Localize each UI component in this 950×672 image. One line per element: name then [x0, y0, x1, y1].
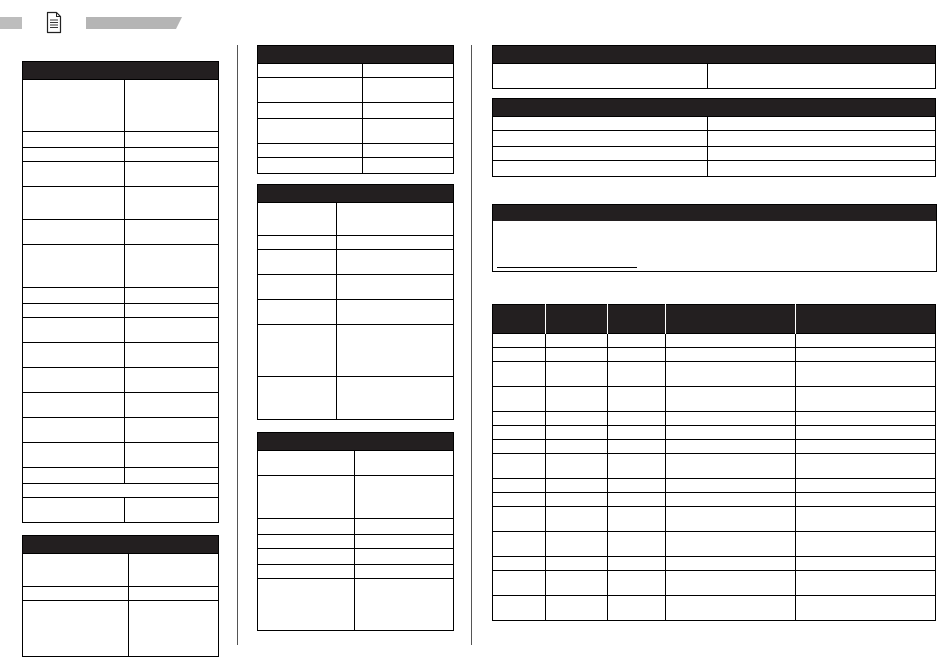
- table-cell: [125, 162, 219, 187]
- table-cell: [337, 377, 454, 420]
- table-cell: [608, 454, 666, 479]
- table-cell: [23, 601, 129, 657]
- table-cell: [125, 468, 219, 484]
- table-cell: [258, 144, 363, 158]
- table-cell: [608, 571, 666, 596]
- table-cell: [125, 318, 219, 343]
- table-cell: [125, 443, 219, 468]
- table-cell: [666, 387, 796, 412]
- table-cell: [493, 131, 708, 147]
- table-cell: [546, 454, 608, 479]
- table-cell: [363, 144, 454, 158]
- data-table: [492, 304, 936, 621]
- table-cell: [337, 250, 454, 275]
- table-header: [258, 433, 454, 451]
- table-cell: [666, 426, 796, 440]
- table-cell: [125, 393, 219, 418]
- table-cell: [708, 161, 936, 177]
- table-cell: [666, 454, 796, 479]
- table-cell: [125, 148, 219, 162]
- table-cell: [258, 325, 337, 377]
- table-cell: [546, 412, 608, 426]
- table-cell: [363, 64, 454, 78]
- table-cell: [23, 368, 125, 393]
- table-cell: [546, 387, 608, 412]
- spec-table: [257, 45, 454, 174]
- table-cell: [355, 535, 454, 549]
- table-cell: [337, 236, 454, 250]
- table-cell: [23, 148, 125, 162]
- table-cell: [493, 493, 546, 507]
- table-cell: [796, 334, 936, 348]
- table-cell: [546, 440, 608, 454]
- table-cell: [23, 80, 125, 132]
- spec-table: [22, 61, 219, 523]
- table-cell: [258, 103, 363, 119]
- table-cell: [23, 443, 125, 468]
- table-cell: [796, 387, 936, 412]
- table-cell: [666, 362, 796, 387]
- table-cell: [708, 147, 936, 161]
- table-header: [258, 185, 454, 203]
- table-cell: [546, 507, 608, 532]
- table-cell: [608, 557, 666, 571]
- table-cell: [355, 476, 454, 519]
- column-header: [666, 305, 796, 334]
- table-cell: [608, 479, 666, 493]
- table-cell: [608, 362, 666, 387]
- table-cell: [796, 479, 936, 493]
- table-cell: [337, 325, 454, 377]
- table-cell: [493, 161, 708, 177]
- table-cell: [355, 565, 454, 579]
- table-cell: [666, 334, 796, 348]
- table-cell: [125, 80, 219, 132]
- table-cell: [796, 412, 936, 426]
- table-cell: [125, 418, 219, 443]
- table-cell: [258, 250, 337, 275]
- table-cell: [493, 571, 546, 596]
- table-cell: [23, 162, 125, 187]
- table-cell: [125, 187, 219, 220]
- header-band: [86, 17, 182, 29]
- table-cell: [796, 426, 936, 440]
- table-cell: [796, 454, 936, 479]
- table-cell: [363, 103, 454, 119]
- table-cell: [666, 412, 796, 426]
- table-cell: [23, 587, 129, 601]
- table-cell: [666, 532, 796, 557]
- table-cell: [129, 554, 219, 587]
- table-cell: [608, 493, 666, 507]
- table-cell: [258, 579, 355, 631]
- table-cell: [546, 334, 608, 348]
- table-cell: [546, 426, 608, 440]
- table-cell: [666, 479, 796, 493]
- table-cell: [23, 304, 125, 318]
- column-header: [796, 305, 936, 334]
- table-cell: [608, 426, 666, 440]
- table-cell: [608, 440, 666, 454]
- table-cell: [23, 468, 125, 484]
- table-cell: [355, 549, 454, 565]
- table-cell: [258, 476, 355, 519]
- table-cell: [23, 245, 125, 288]
- document-icon: [46, 11, 62, 34]
- table-cell: [796, 362, 936, 387]
- table-cell: [796, 507, 936, 532]
- table-cell: [258, 535, 355, 549]
- table-cell: [258, 451, 355, 476]
- table-cell: [493, 117, 708, 131]
- column-header: [608, 305, 666, 334]
- table-cell: [546, 532, 608, 557]
- table-cell: [125, 343, 219, 368]
- table-cell: [258, 119, 363, 144]
- table-cell: [666, 493, 796, 507]
- column-header: [493, 305, 546, 334]
- table-cell: [546, 557, 608, 571]
- spec-table: [257, 432, 454, 631]
- table-cell: [796, 440, 936, 454]
- note-underline: [497, 267, 637, 268]
- table-cell: [125, 220, 219, 245]
- table-cell: [129, 587, 219, 601]
- table-cell: [355, 519, 454, 535]
- table-cell: [493, 454, 546, 479]
- table-header: [23, 536, 219, 554]
- table-cell: [608, 532, 666, 557]
- table-cell: [796, 348, 936, 362]
- table-cell: [666, 557, 796, 571]
- table-cell: [493, 334, 546, 348]
- table-cell: [258, 275, 337, 300]
- table-cell: [708, 131, 936, 147]
- table-cell: [23, 484, 219, 498]
- table-cell: [363, 78, 454, 103]
- table-cell: [23, 418, 125, 443]
- table-cell: [23, 554, 129, 587]
- table-cell: [337, 203, 454, 236]
- table-cell: [493, 596, 546, 621]
- table-cell: [493, 507, 546, 532]
- table-cell: [355, 451, 454, 476]
- table-cell: [608, 348, 666, 362]
- table-cell: [493, 557, 546, 571]
- table-cell: [493, 348, 546, 362]
- table-cell: [23, 498, 125, 523]
- table-cell: [666, 596, 796, 621]
- table-cell: [355, 579, 454, 631]
- table-cell: [125, 132, 219, 148]
- table-cell: [608, 387, 666, 412]
- table-cell: [337, 300, 454, 325]
- table-cell: [666, 571, 796, 596]
- table-cell: [363, 119, 454, 144]
- table-cell: [546, 362, 608, 387]
- table-cell: [23, 220, 125, 245]
- table-cell: [493, 362, 546, 387]
- table-cell: [258, 158, 363, 174]
- table-cell: [23, 132, 125, 148]
- table-cell: [23, 288, 125, 304]
- note-box: [492, 204, 937, 272]
- table-cell: [258, 549, 355, 565]
- table-cell: [796, 557, 936, 571]
- table-header: [493, 99, 936, 117]
- table-cell: [125, 498, 219, 523]
- table-cell: [23, 187, 125, 220]
- table-cell: [258, 236, 337, 250]
- table-cell: [493, 440, 546, 454]
- page-tab-marker: [0, 17, 22, 29]
- table-cell: [608, 334, 666, 348]
- table-cell: [23, 393, 125, 418]
- table-cell: [493, 387, 546, 412]
- table-cell: [125, 245, 219, 288]
- table-cell: [493, 479, 546, 493]
- table-cell: [608, 507, 666, 532]
- table-cell: [546, 348, 608, 362]
- table-cell: [666, 440, 796, 454]
- table-cell: [546, 493, 608, 507]
- table-cell: [796, 493, 936, 507]
- table-cell: [608, 596, 666, 621]
- spec-table: [492, 45, 936, 89]
- table-cell: [608, 412, 666, 426]
- table-cell: [796, 532, 936, 557]
- table-header: [258, 46, 454, 64]
- table-cell: [546, 596, 608, 621]
- table-cell: [493, 412, 546, 426]
- table-cell: [23, 343, 125, 368]
- table-cell: [546, 479, 608, 493]
- table-cell: [258, 300, 337, 325]
- table-cell: [493, 426, 546, 440]
- table-cell: [796, 596, 936, 621]
- table-cell: [708, 64, 936, 89]
- column-divider: [237, 45, 238, 645]
- table-cell: [796, 571, 936, 596]
- table-cell: [129, 601, 219, 657]
- table-cell: [258, 203, 337, 236]
- spec-table: [492, 98, 936, 177]
- table-cell: [258, 565, 355, 579]
- table-header: [493, 46, 936, 64]
- table-cell: [258, 78, 363, 103]
- table-cell: [493, 532, 546, 557]
- table-cell: [125, 288, 219, 304]
- column-divider: [471, 45, 472, 645]
- table-cell: [363, 158, 454, 174]
- table-cell: [23, 318, 125, 343]
- table-cell: [666, 507, 796, 532]
- table-cell: [337, 275, 454, 300]
- table-cell: [493, 147, 708, 161]
- table-cell: [708, 117, 936, 131]
- table-cell: [546, 571, 608, 596]
- table-cell: [125, 368, 219, 393]
- table-cell: [493, 64, 708, 89]
- table-cell: [125, 304, 219, 318]
- table-cell: [258, 64, 363, 78]
- table-cell: [258, 377, 337, 420]
- column-header: [546, 305, 608, 334]
- table-header: [23, 62, 219, 80]
- spec-table: [257, 184, 454, 420]
- table-cell: [666, 348, 796, 362]
- note-header: [493, 205, 936, 221]
- table-cell: [258, 519, 355, 535]
- spec-table: [22, 535, 219, 657]
